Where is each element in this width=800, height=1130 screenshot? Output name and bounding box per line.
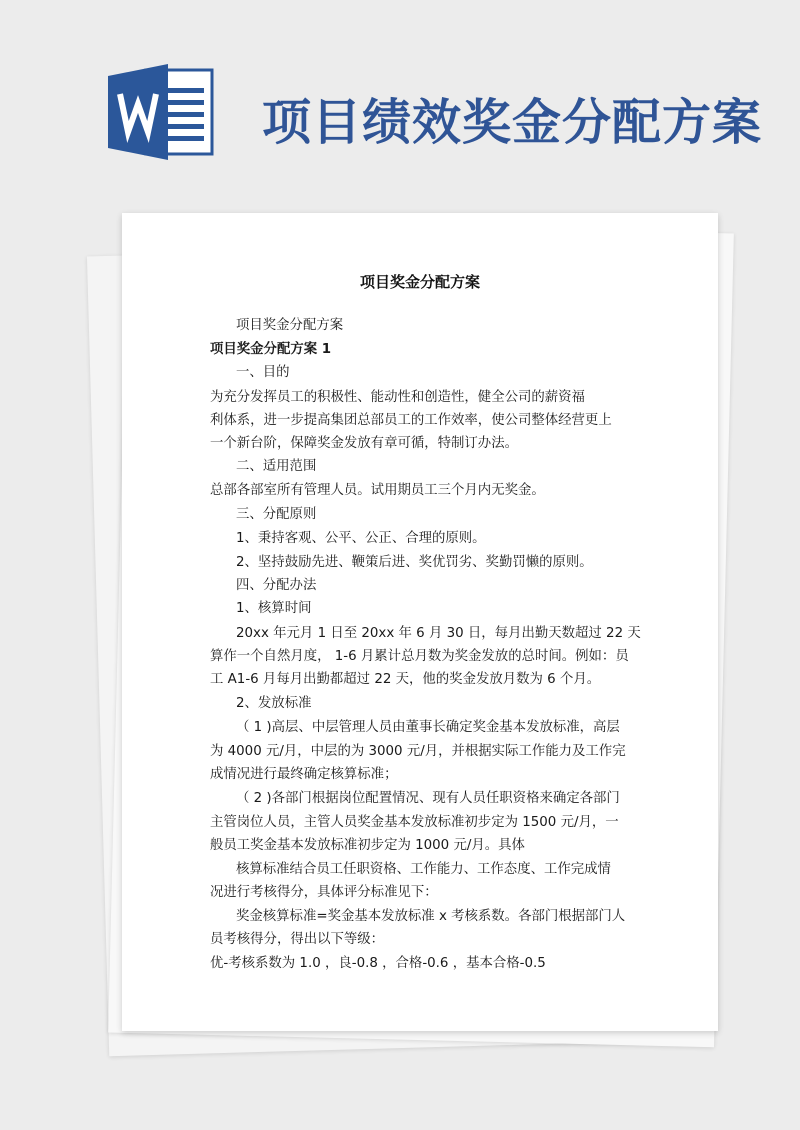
doc-line: 主管岗位人员，主管人员奖金基本发放标准初步定为 1500 元/月，一	[210, 815, 619, 830]
doc-line: 一、目的	[236, 365, 290, 380]
doc-line: 利体系，进一步提高集团总部员工的工作效率，使公司整体经营更上	[210, 413, 612, 428]
doc-line: 20xx 年元月 1 日至 20xx 年 6 月 30 日，每月出勤天数超过 22 天	[236, 626, 641, 641]
doc-line: 奖金核算标准=奖金基本发放标准 x 考核系数。各部门根据部门人	[236, 909, 626, 924]
doc-line: （ 2 )各部门根据岗位配置情况、现有人员任职资格来确定各部门	[236, 791, 620, 806]
doc-line: 四、分配办法	[236, 578, 317, 593]
doc-line: 二、适用范围	[236, 459, 317, 474]
doc-line: 为 4000 元/月，中层的为 3000 元/月，并根据实际工作能力及工作完	[210, 744, 626, 759]
doc-line: 为充分发挥员工的积极性、能动性和创造性，健全公司的薪资福	[210, 390, 585, 405]
doc-line: 员考核得分，得出以下等级：	[210, 932, 385, 947]
document-page	[122, 213, 718, 1031]
doc-line: 算作一个自然月度， 1-6 月累计总月数为奖金发放的总时间。例如：员	[210, 649, 629, 664]
document-title: 项目奖金分配方案	[359, 273, 480, 291]
doc-line: 核算标准结合员工任职资格、工作能力、工作态度、工作完成情	[236, 862, 611, 877]
doc-line: 成情况进行最终确定核算标准；	[210, 767, 398, 782]
doc-line: （ 1 )高层、中层管理人员由董事长确定奖金基本发放标准，高层	[236, 720, 620, 735]
doc-line: 工 A1-6 月每月出勤都超过 22 天，他的奖金发放月数为 6 个月。	[210, 672, 601, 687]
doc-line: 优-考核系数为 1.0 ，良-0.8 ，合格-0.6 ，基本合格-0.5	[210, 956, 546, 971]
banner	[0, 0, 800, 200]
doc-line: 般员工奖金基本发放标准初步定为 1000 元/月。具体	[210, 838, 525, 853]
doc-line: 总部各部室所有管理人员。试用期员工三个月内无奖金。	[210, 483, 545, 498]
doc-line: 1、秉持客观、公平、公正、合理的原则。	[236, 531, 486, 546]
word-icon	[108, 64, 216, 160]
doc-line: 三、分配原则	[236, 507, 317, 522]
doc-line: 项目奖金分配方案 1	[210, 342, 332, 357]
banner-title: 项目绩效奖金分配方案	[262, 94, 763, 151]
doc-line: 一个新台阶，保障奖金发放有章可循，特制订办法。	[210, 436, 518, 451]
doc-line: 况进行考核得分，具体评分标准见下：	[210, 885, 438, 900]
doc-line: 2、发放标准	[236, 696, 312, 711]
doc-line: 2、坚持鼓励先进、鞭策后进、奖优罚劣、奖勤罚懒的原则。	[236, 555, 593, 570]
doc-line: 1、核算时间	[236, 601, 312, 616]
doc-line: 项目奖金分配方案	[236, 318, 344, 333]
